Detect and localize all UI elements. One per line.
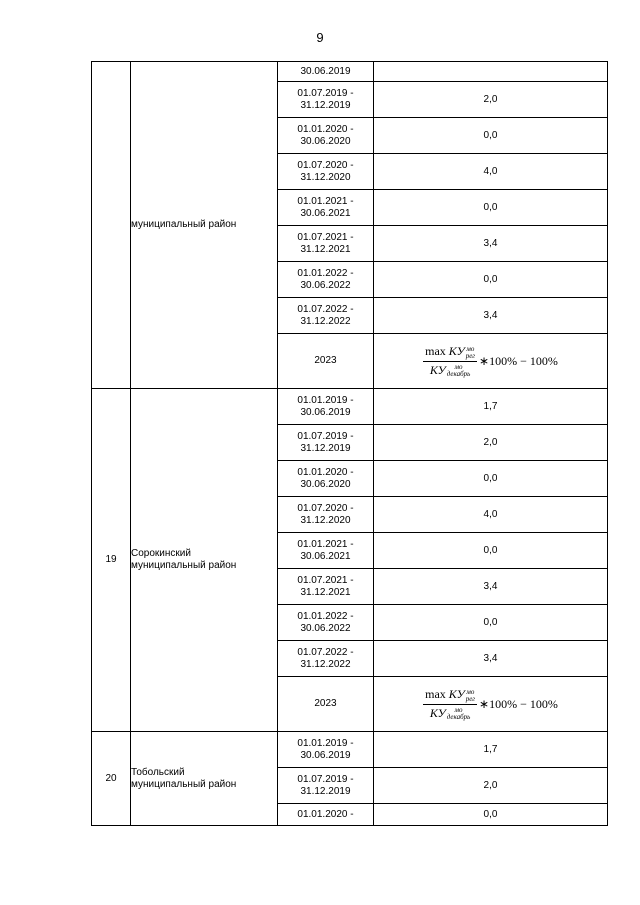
period-cell: 2023: [278, 677, 374, 732]
period-cell: 01.01.2020 - 30.06.2020: [278, 461, 374, 497]
period-cell: 01.01.2019 - 30.06.2019: [278, 389, 374, 425]
value-cell: 0,0: [374, 262, 608, 298]
formula-cell: [374, 334, 608, 389]
period-cell: 01.01.2022 - 30.06.2022: [278, 262, 374, 298]
value-cell: 0,0: [374, 461, 608, 497]
value-cell: 3,4: [374, 298, 608, 334]
value-cell: 3,4: [374, 641, 608, 677]
value-cell: 4,0: [374, 154, 608, 190]
page-number: 9: [316, 30, 324, 45]
period-cell: 01.07.2019 - 31.12.2019: [278, 425, 374, 461]
value-cell: 0,0: [374, 190, 608, 226]
district-name: Сорокинский муниципальный район: [131, 389, 278, 732]
value-cell: 0,0: [374, 533, 608, 569]
row-number: 20: [92, 732, 131, 826]
value-cell: 0,0: [374, 605, 608, 641]
district-name: муниципальный район: [131, 62, 278, 389]
value-cell: 1,7: [374, 732, 608, 768]
period-cell: 01.07.2022 - 31.12.2022: [278, 298, 374, 334]
value-cell: 4,0: [374, 497, 608, 533]
period-cell: 01.07.2020 - 31.12.2020: [278, 154, 374, 190]
value-cell: [374, 62, 608, 82]
period-cell: 01.07.2020 - 31.12.2020: [278, 497, 374, 533]
period-cell: 2023: [278, 334, 374, 389]
value-cell: 1,7: [374, 389, 608, 425]
period-cell: 01.07.2019 - 31.12.2019: [278, 768, 374, 804]
period-cell: 01.07.2022 - 31.12.2022: [278, 641, 374, 677]
value-cell: 3,4: [374, 226, 608, 262]
period-cell: 01.01.2020 -: [278, 804, 374, 826]
period-cell: 01.01.2021 - 30.06.2021: [278, 533, 374, 569]
row-number: 19: [92, 389, 131, 732]
growth-formula: max КУ мо рег КУ мо декабрь ∗100% − 100%: [425, 344, 558, 378]
period-cell: 01.07.2019 - 31.12.2019: [278, 82, 374, 118]
period-cell: 01.07.2021 - 31.12.2021: [278, 226, 374, 262]
value-cell: 2,0: [374, 425, 608, 461]
district-name: Тобольский муниципальный район: [131, 732, 278, 826]
table-row: [92, 62, 608, 82]
table-row: [92, 732, 608, 768]
value-cell: 0,0: [374, 118, 608, 154]
period-cell: 30.06.2019: [278, 62, 374, 82]
period-cell: 01.01.2021 - 30.06.2021: [278, 190, 374, 226]
value-cell: 3,4: [374, 569, 608, 605]
value-cell: 2,0: [374, 768, 608, 804]
value-cell: 0,0: [374, 804, 608, 826]
formula-cell: [374, 677, 608, 732]
table-row: [92, 389, 608, 425]
tariff-table: [91, 61, 608, 826]
period-cell: 01.01.2020 - 30.06.2020: [278, 118, 374, 154]
period-cell: 01.01.2022 - 30.06.2022: [278, 605, 374, 641]
period-cell: 01.07.2021 - 31.12.2021: [278, 569, 374, 605]
period-cell: 01.01.2019 - 30.06.2019: [278, 732, 374, 768]
growth-formula: max КУ мо рег КУ мо декабрь ∗100% − 100%: [425, 687, 558, 721]
value-cell: 2,0: [374, 82, 608, 118]
row-number: [92, 62, 131, 389]
